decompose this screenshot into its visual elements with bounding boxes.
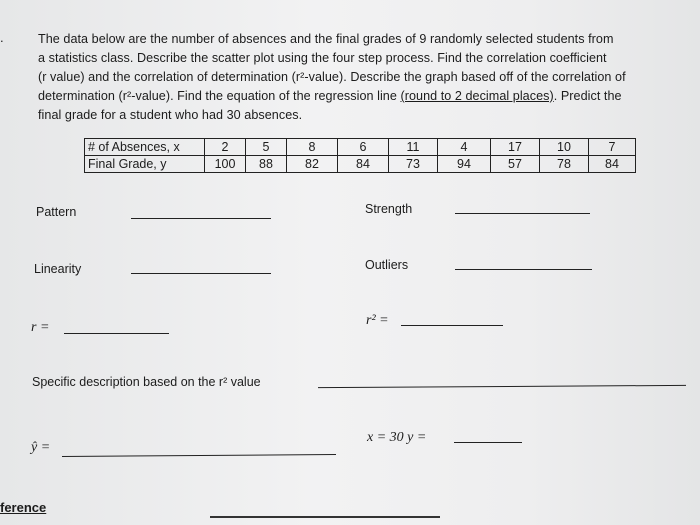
question-line: a statistics class. Describe the scatter plot using the four step process. Find the correlation coefficient [38,51,607,65]
grade-header: Final Grade, y [85,156,205,173]
table-cell: 82 [287,156,338,173]
strength-label: Strength [365,202,413,216]
pattern-label: Pattern [36,205,77,219]
prediction-blank[interactable] [454,442,522,443]
table-cell: 11 [389,139,438,156]
table-cell: 88 [246,156,287,173]
r-squared-blank[interactable] [401,325,503,326]
table-cell: 94 [438,156,491,173]
table-cell: 84 [589,156,636,173]
outliers-label: Outliers [365,258,409,272]
linearity-blank[interactable] [131,273,271,274]
grade-row [85,156,636,173]
absences-header: # of Absences, x [85,139,205,156]
linearity-label: Linearity [34,262,82,276]
specific-description-label: Specific description based on the r² value [32,375,261,389]
table-cell: 84 [338,156,389,173]
question-line: (r value) and the correlation of determination (r²-value). Describe the graph based off of the correlation of [38,70,626,84]
table-cell: 57 [491,156,540,173]
outliers-blank[interactable] [455,269,592,270]
question-number: . [0,30,4,45]
divider [210,516,440,518]
question-line: determination (r²-value). Find the equation of the regression line (round to 2 decimal places). Predict the [38,89,622,103]
table-cell: 7 [589,139,636,156]
table-cell: 4 [438,139,491,156]
table-cell: 6 [338,139,389,156]
pattern-blank[interactable] [131,218,271,219]
regression-equation-blank[interactable] [62,454,336,457]
data-table [84,138,636,173]
yhat-label: ŷ = [31,440,51,455]
question-line: The data below are the number of absences and the final grades of 9 randomly selected students from [38,32,614,46]
reference-heading-partial: ference [0,500,47,515]
table-cell: 17 [491,139,540,156]
table-cell: 73 [389,156,438,173]
r-label: r = [31,320,50,335]
table-cell: 10 [540,139,589,156]
r-squared-label: r² = [366,313,389,328]
table-cell: 5 [246,139,287,156]
specific-description-blank[interactable] [318,385,686,388]
question-text [38,30,678,125]
absences-row [85,139,636,156]
table-cell: 78 [540,156,589,173]
question-line: final grade for a student who had 30 absences. [38,108,303,122]
prediction-label: x = 30 y = [367,430,427,445]
table-cell: 100 [205,156,246,173]
r-blank[interactable] [64,333,169,334]
table-cell: 2 [205,139,246,156]
table-cell: 8 [287,139,338,156]
strength-blank[interactable] [455,213,590,214]
rounding-instruction: (round to 2 decimal places) [400,89,554,103]
